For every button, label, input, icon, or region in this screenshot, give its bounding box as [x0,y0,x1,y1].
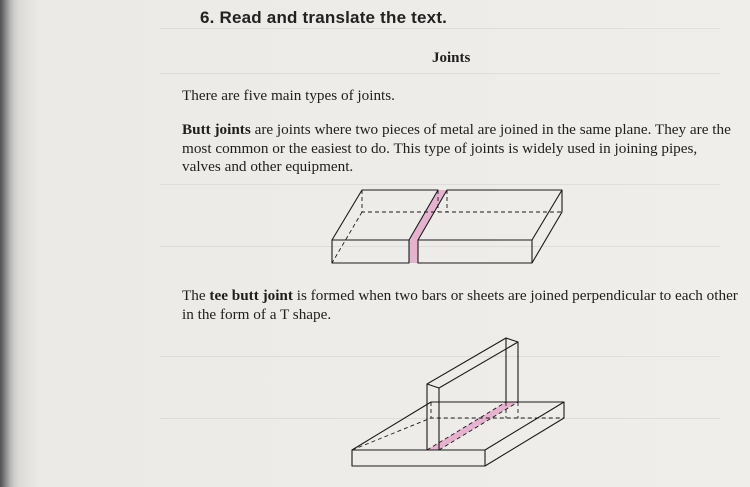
section-heading: Joints [432,50,471,66]
tee-joint-illustration [349,336,569,476]
butt-joint-illustration [330,188,566,270]
tee-vertical-plate-top-edge [427,338,518,388]
tee-hidden-edges [352,402,564,450]
show-through-rule [160,184,720,185]
butt-hidden-edges [332,190,562,263]
tee-joint-description: is formed when two bars or sheets are joined perpendicular to each other in the form of a T shape. [182,287,738,323]
book-spine-shadow [0,0,20,487]
tee-weld-seam [427,402,518,450]
butt-joints-term: Butt joints [182,121,251,138]
butt-weld-front-face [409,240,418,263]
exercise-title: 6. Read and translate the text. [200,8,448,27]
tee-joint-paragraph [182,287,738,324]
tee-joint-term: tee butt joint [209,287,293,304]
butt-joints-description: are joints where two pieces of metal are joined in the same plane. They are the most common or the easiest to do. This type of joints is widely used in joining pipes, valves and other equipment. [182,121,731,175]
tee-joint-lead: The [182,287,210,304]
tee-base-plate-top [352,402,564,450]
butt-right-plate-side [532,190,562,263]
butt-right-plate-front [418,240,532,263]
butt-joints-paragraph [182,121,738,177]
show-through-rule [160,73,720,74]
tee-base-plate-front [352,450,485,466]
butt-weld-top-face [409,190,447,240]
intro-paragraph: There are five main types of joints. [182,87,395,104]
show-through-rule [160,28,720,29]
